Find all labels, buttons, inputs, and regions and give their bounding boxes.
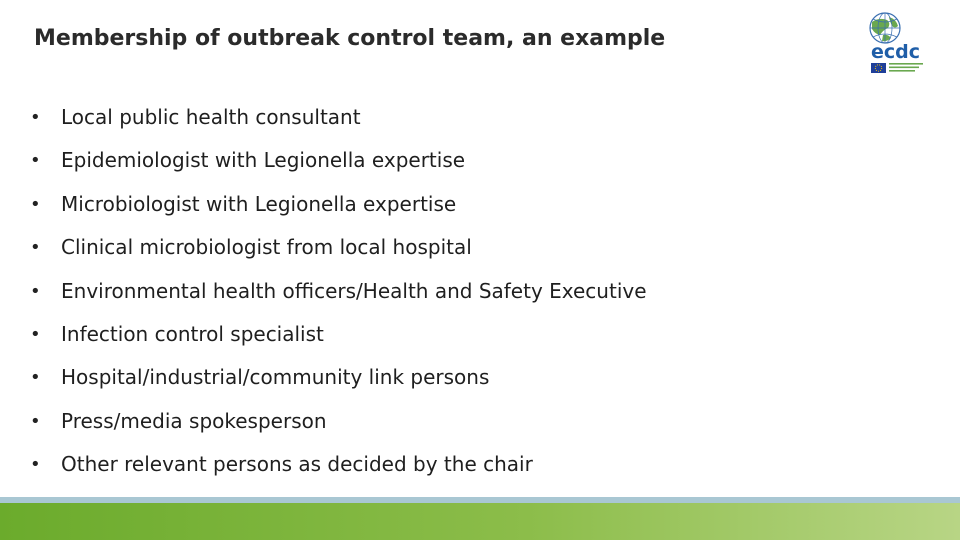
eu-flag-icon xyxy=(871,63,886,73)
bullet-item xyxy=(30,183,647,226)
ecdc-logo xyxy=(855,8,935,74)
bullet-dot: • xyxy=(30,237,41,259)
ecdc-logo-graphic xyxy=(855,8,935,74)
bullet-text: Press/media spokesperson xyxy=(61,408,327,433)
bullet-text: Hospital/industrial/community link persons xyxy=(61,365,490,390)
bullet-text: Clinical microbiologist from local hospital xyxy=(61,235,472,260)
bullet-text: Microbiologist with Legionella expertise xyxy=(61,191,457,216)
logo-wordmark: ecdc xyxy=(871,41,921,63)
agency-name-lines xyxy=(889,63,923,72)
slide-title: Membership of outbreak control team, an example xyxy=(34,26,666,51)
bullet-item xyxy=(30,400,647,443)
bullet-dot: • xyxy=(30,280,41,302)
bullet-item xyxy=(30,96,647,139)
footer-band xyxy=(0,503,960,540)
bullet-dot: • xyxy=(30,410,41,432)
bullet-item xyxy=(30,356,647,399)
bullet-dot: • xyxy=(30,367,41,389)
bullet-text: Infection control specialist xyxy=(61,321,324,346)
globe-icon xyxy=(870,13,900,43)
bullet-item xyxy=(30,226,647,269)
bullet-dot: • xyxy=(30,454,41,476)
bullet-dot: • xyxy=(30,107,41,128)
bullet-item xyxy=(30,313,647,356)
bullet-item xyxy=(30,139,647,182)
bullet-dot: • xyxy=(30,193,41,215)
bullet-item xyxy=(30,443,647,486)
bullet-dot: • xyxy=(30,150,41,172)
bullet-item xyxy=(30,270,647,313)
bullet-text: Environmental health officers/Health and Safety Executive xyxy=(61,278,647,303)
bullet-dot: • xyxy=(30,323,41,345)
bullet-text: Epidemiologist with Legionella expertise xyxy=(61,148,466,173)
bullet-text: Local public health consultant xyxy=(61,105,361,129)
bullet-list xyxy=(30,96,647,487)
bullet-text: Other relevant persons as decided by the chair xyxy=(61,452,533,477)
